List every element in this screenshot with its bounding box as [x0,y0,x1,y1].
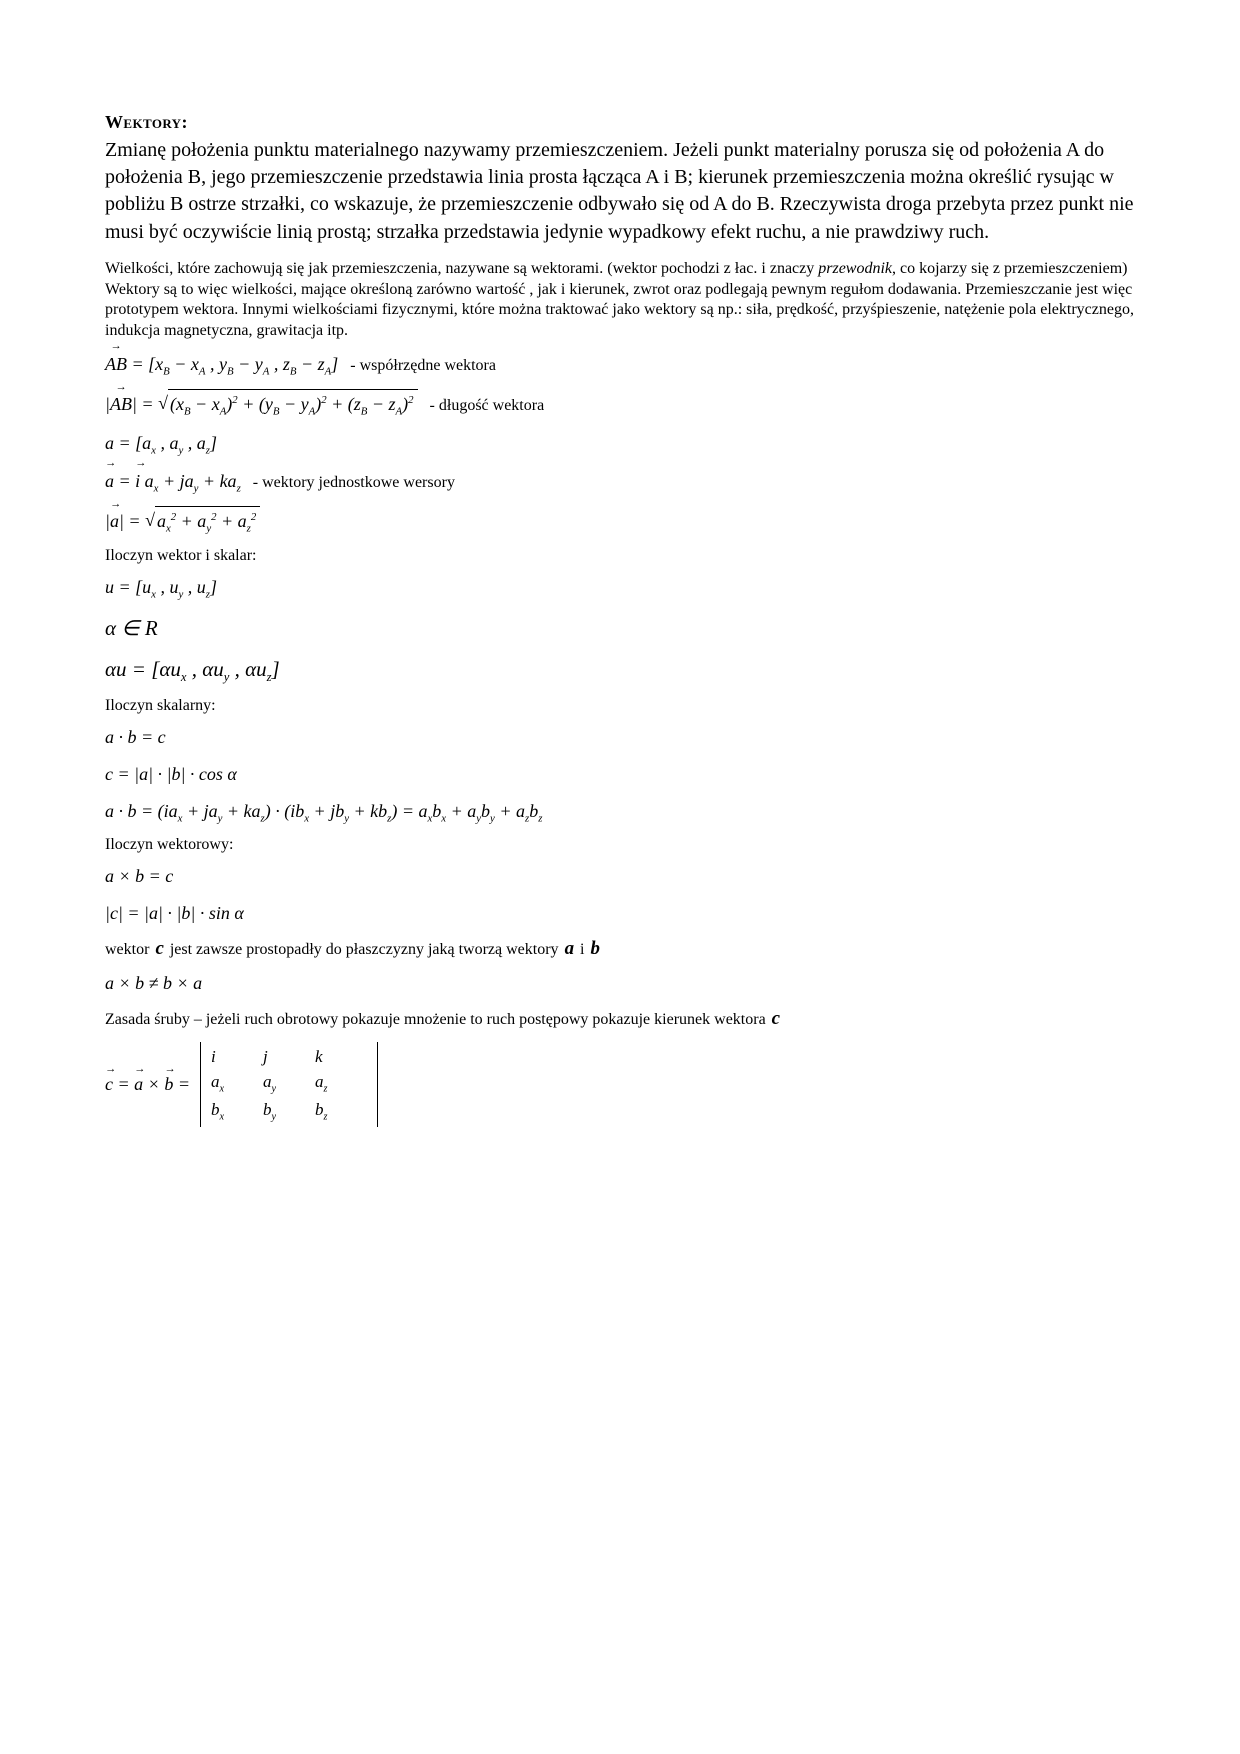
perpendicular-statement: wektor c jest zawsze prostopadły do płaszczyzny jaką tworzą wektory a i b [105,938,600,960]
math-expression: → c = → a × → b = [105,1063,190,1094]
determinant-cell: j [262,1046,268,1066]
determinant-matrix [200,1042,378,1127]
inline-math: c [771,1007,781,1029]
square-root: √ $a_x^2 + a_y^2 + a_z^2$ [145,511,260,531]
vector-arrow: → AB [109,380,132,415]
determinant-cell: $a_x$ [210,1072,224,1095]
formula-unit-vectors [105,457,1145,497]
vector-arrow: → c [105,1063,117,1094]
vector-arrow: → a [134,1063,146,1094]
math-expression: c = |a| · |b| · cos α [105,764,237,785]
determinant-row [211,1069,367,1097]
math-expression: $u = [u_x$ , $u_y$ , $u_z$] [105,576,217,601]
determinant-cell: $a_z$ [314,1072,328,1095]
determinant-cell: i [210,1046,216,1066]
vector-arrow: → i [135,457,147,491]
formula-vector-coordinates [105,340,1145,380]
formula-vector-magnitude [105,497,1145,537]
cross-product-determinant [105,1042,1145,1127]
determinant-cell: k [314,1046,323,1066]
math-expression: a × b ≠ b × a [105,973,203,994]
formula-u-vector [105,574,1145,603]
square-root: √ $(x_B - x_A)^2 + (y_B - y_A)^2 + (z_B - z_A)^2$ [158,394,417,414]
determinant-cell: $a_y$ [262,1072,276,1095]
definition-paragraph: Wielkości, które zachowują się jak przemieszczenia, nazywane są wektorami. (wektor pochodzi z łac. i znaczy przewodnik, co kojarzy się z przemieszczeniem) Wektory są to więc wielkości, mające określoną zarówno wartość , jak i kierunek, zwrot oraz podlegają pewnym regułom dodawania. Przemieszczanie jest więc prototypem wektora. Innymi wielkościami fizycznymi, które można traktować jako wektory są np.: siła, prędkość, przyśpieszenie, natężenie pola elektrycznego, indukcja magnetyczna, grawitacja itp. [105,259,1134,340]
formula-vector-length [105,380,1145,420]
formula-anticommutative [105,970,1145,998]
vector-arrow: → b [164,1063,176,1094]
vector-arrow: → AB [105,340,127,374]
determinant-cell: $b_x$ [210,1100,224,1123]
inline-math: b [590,938,600,960]
document-body [105,137,1145,1127]
formula-note: - długość wektora [429,397,545,415]
formula-scalar-multiplication [105,653,1145,688]
inline-math: c [155,938,164,960]
math-expression: | → AB| = √ $(x_B - x_A)^2 + (y_B - y_A)^2 + (z_B - z_A)^2$ [105,394,418,414]
determinant-cell: $b_z$ [314,1100,328,1123]
math-expression: $a \cdot b = (ia_x + ja_y + ka_z) \cdot (ib_x + jb_y + kb_z) = a_xb_x + a_yb_y + a_zb_z$ [105,800,543,825]
math-expression: → a = → i $a_x + ja_y + ka_z$ [105,457,241,495]
math-expression: a × b = c [105,866,174,887]
determinant-cell: $b_y$ [262,1100,276,1123]
section-label-scalar-product: Iloczyn skalarny: [105,697,216,715]
section-label-vector-scalar: Iloczyn wektor i skalar: [105,546,257,564]
math-expression: → AB = [$x_B - x_A$ , $y_B - y_A$ , $z_B - z_A$] [105,340,339,378]
determinant-row [211,1044,367,1070]
formula-note: - wektory jednostkowe wersory [252,473,455,491]
math-expression: α ∈ R [105,615,158,640]
math-expression: $\alpha u = [\alpha u_x$ , $\alpha u_y$ , $\alpha u_z$] [105,657,280,685]
determinant-row [211,1097,367,1125]
formula-cross-product [105,863,1145,891]
intro-paragraph: Zmianę położenia punktu materialnego nazywamy przemieszczeniem. Jeżeli punkt materialny porusza się od położenia A do położenia B, jego przemieszczenie przedstawia linia prosta łącząca A i B; kierunek przemieszczenia można określić rysując w pobliżu B ostrze strzałki, co wskazuje, że przemieszczenie odbywało się od A do B. Rzeczywista droga przebyta przez punkt nie musi być oczywiście linią prostą; strzałka przedstawia jedynie wypadkowy efekt ruchu, a nie prawdziwy ruch. [105,139,1134,243]
math-expression: |c| = |a| · |b| · sin α [105,903,244,924]
screw-rule-statement: Zasada śruby – jeżeli ruch obrotowy pokazuje mnożenie to ruch postępowy pokazuje kierunek wektora c [105,1007,781,1029]
section-label-cross-product: Iloczyn wektorowy: [105,836,234,854]
formula-vector-components [105,430,1145,459]
formula-dot-product [105,724,1145,752]
document-heading: Wektory: [105,112,188,132]
math-expression: $a = [a_x$ , $a_y$ , $a_z$] [105,432,217,457]
formula-alpha-real [105,612,1145,645]
vector-arrow: → a [105,457,117,491]
vector-arrow: → a [109,497,122,532]
formula-dot-product-expanded [105,798,1145,827]
inline-math: a [564,938,574,960]
formula-cross-product-sin [105,900,1145,928]
math-expression: a · b = c [105,727,166,748]
formula-note: - współrzędne wektora [350,356,496,374]
math-expression: | → a| = √ $a_x^2 + a_y^2 + a_z^2$ [105,511,260,531]
formula-dot-product-cos [105,761,1145,789]
